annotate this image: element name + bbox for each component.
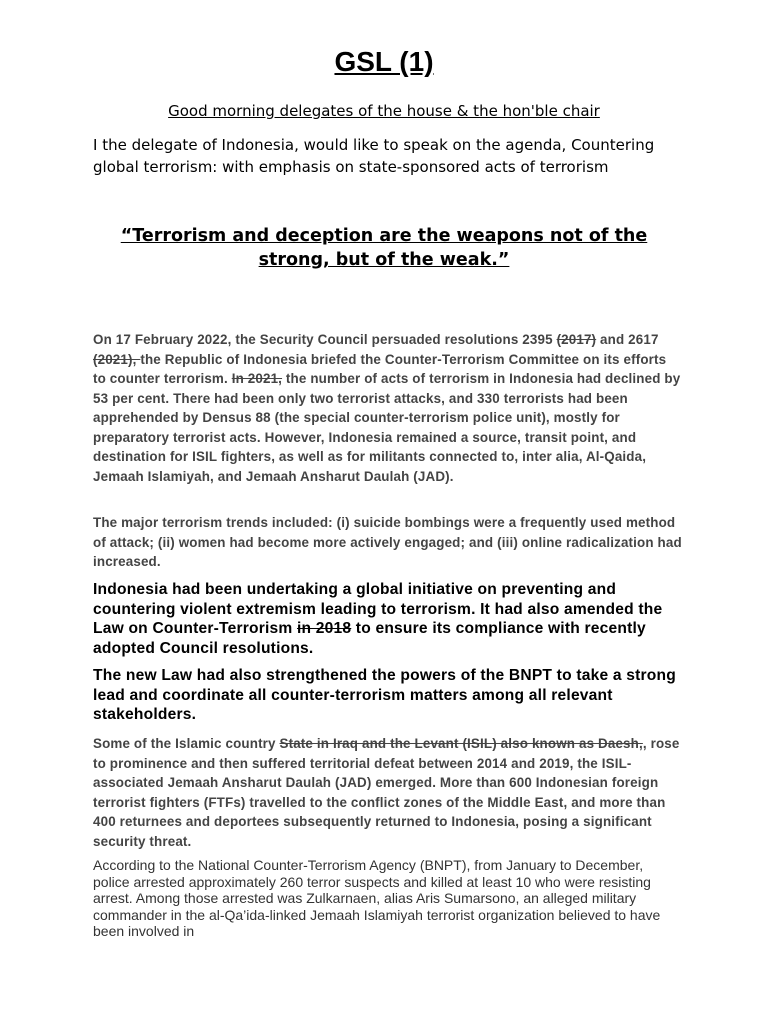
paragraph-global-initiative <box>93 580 683 658</box>
paragraph-security-council <box>93 330 683 486</box>
text-run: , rose to prominence and then suffered territorial defeat between 2014 and 2019, the ISIL-associated Jemaah Ansharut Daulah (JAD) emerged. More than 600 Indonesian foreign terrorist fighters (FTFs) travelled to the conflict zones of the Middle East, and more than 400 returnees and deportees subsequently returned to Indonesia, posing a significant security threat. <box>93 736 680 849</box>
text-run: the number of acts of terrorism in Indonesia had declined by 53 per cent. There had been only two terrorist attacks, and 330 terrorists had been apprehended by Densus 88 (the special counter-terrorism police unit), mostly for preparatory terrorist acts. However, Indonesia remained a source, transit point, and destination for ISIL fighters, as well as for militants connected to, inter alia, Al-Qaida, Jemaah Islamiyah, and Jemaah Ansharut Daulah (JAD). <box>93 371 681 484</box>
struck-text: (2017) <box>556 332 597 347</box>
text-run: Some of the Islamic country <box>93 736 280 751</box>
paragraph-new-law: The new Law had also strengthened the powers of the BNPT to take a strong lead and coordinate all counter-terrorism matters among all relevant stakeholders. <box>93 667 676 723</box>
text-run: to ensure its compliance with recently adopted Council resolutions. <box>93 620 646 657</box>
page-title: GSL (1) <box>334 46 434 77</box>
paragraph-isil <box>93 734 683 851</box>
paragraph-bnpt-arrests: According to the National Counter-Terrorism Agency (BNPT), from January to December, police arrested approximately 260 terror suspects and killed at least 10 who were resisting arrest. Among those arrested was Zulkarnaen, alias Aris Sumarsono, an alleged military commander in the al-Qa’ida-linked Jemaah Islamiyah terrorist organization believed to have been involved in <box>93 857 661 939</box>
struck-text: State in Iraq and the Levant (ISIL) also known as Daesh, <box>279 736 643 751</box>
text-run: On 17 February 2022, the Security Council persuaded resolutions 2395 <box>93 332 557 347</box>
struck-text: in 2018 <box>296 620 352 637</box>
quote-heading: “Terrorism and deception are the weapons not of the strong, but of the weak.” <box>120 226 648 270</box>
text-run: and 2617 <box>596 332 659 347</box>
text-run: Indonesia had been undertaking a global initiative on preventing and countering violent extremism leading to terrorism. It had also amended the Law on Counter-Terrorism <box>93 581 663 637</box>
struck-text: (2021), <box>93 351 141 367</box>
struck-text: In 2021, <box>231 371 283 386</box>
paragraph-terrorism-trends: The major terrorism trends included: (i) suicide bombings were a frequently used method of attack; (ii) women had become more actively engaged; and (iii) online radicalization had increased. <box>93 515 682 569</box>
text-run: the Republic of Indonesia briefed the Counter-Terrorism Committee on its efforts to counter terrorism. <box>93 351 667 386</box>
intro-paragraph: I the delegate of Indonesia, would like to speak on the agenda, Countering global terrorism: with emphasis on state-sponsored acts of terrorism <box>93 136 655 176</box>
greeting-line: Good morning delegates of the house & the hon'ble chair <box>168 102 600 120</box>
